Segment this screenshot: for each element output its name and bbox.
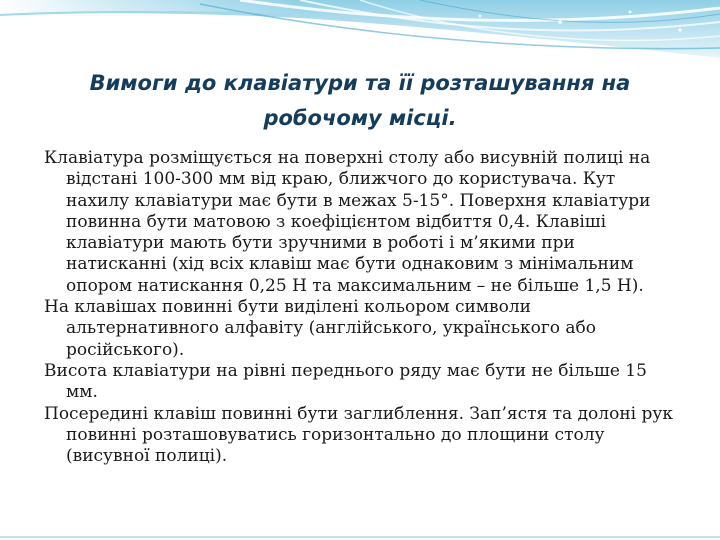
slide-title-line-1: Вимоги до клавіатури та її розташування на [89, 71, 631, 95]
paragraph-keyboard-height: Висота клавіатури на рівні переднього ряду має бути не більше 15 мм. [44, 360, 647, 403]
paragraph-key-recesses: Посередині клавіш повинні бути заглиблення. Зап’ястя та долоні рук повинні розташовуватись горизонтально до площини столу (висувної полиці). [44, 403, 674, 467]
slide-body [44, 148, 680, 467]
paragraph-key-symbols: На клавішах повинні бути виділені кольором символи альтернативного алфавіту (англійського, українського або російського). [44, 297, 596, 360]
paragraph-keyboard-placement: Клавіатура розміщується на поверхні столу або висувній полиці на відстані 100-300 мм від краю, ближчого до користувача. Кут нахилу клавіатури має бути в межах 5-15°. Поверхня клавіатури повинна бути матовою з коефіцієнтом відбиття 0,4. Клавіші клавіатури мають бути зручними в роботі і м’якими при натисканні (хід всіх клавіш має бути однаковим з мінімальним опором натискання 0,25 Н та максимальним – не більше 1,5 Н). [44, 148, 651, 296]
slide-title-line-2: робочому місці. [263, 106, 457, 130]
slide-title [40, 66, 680, 136]
